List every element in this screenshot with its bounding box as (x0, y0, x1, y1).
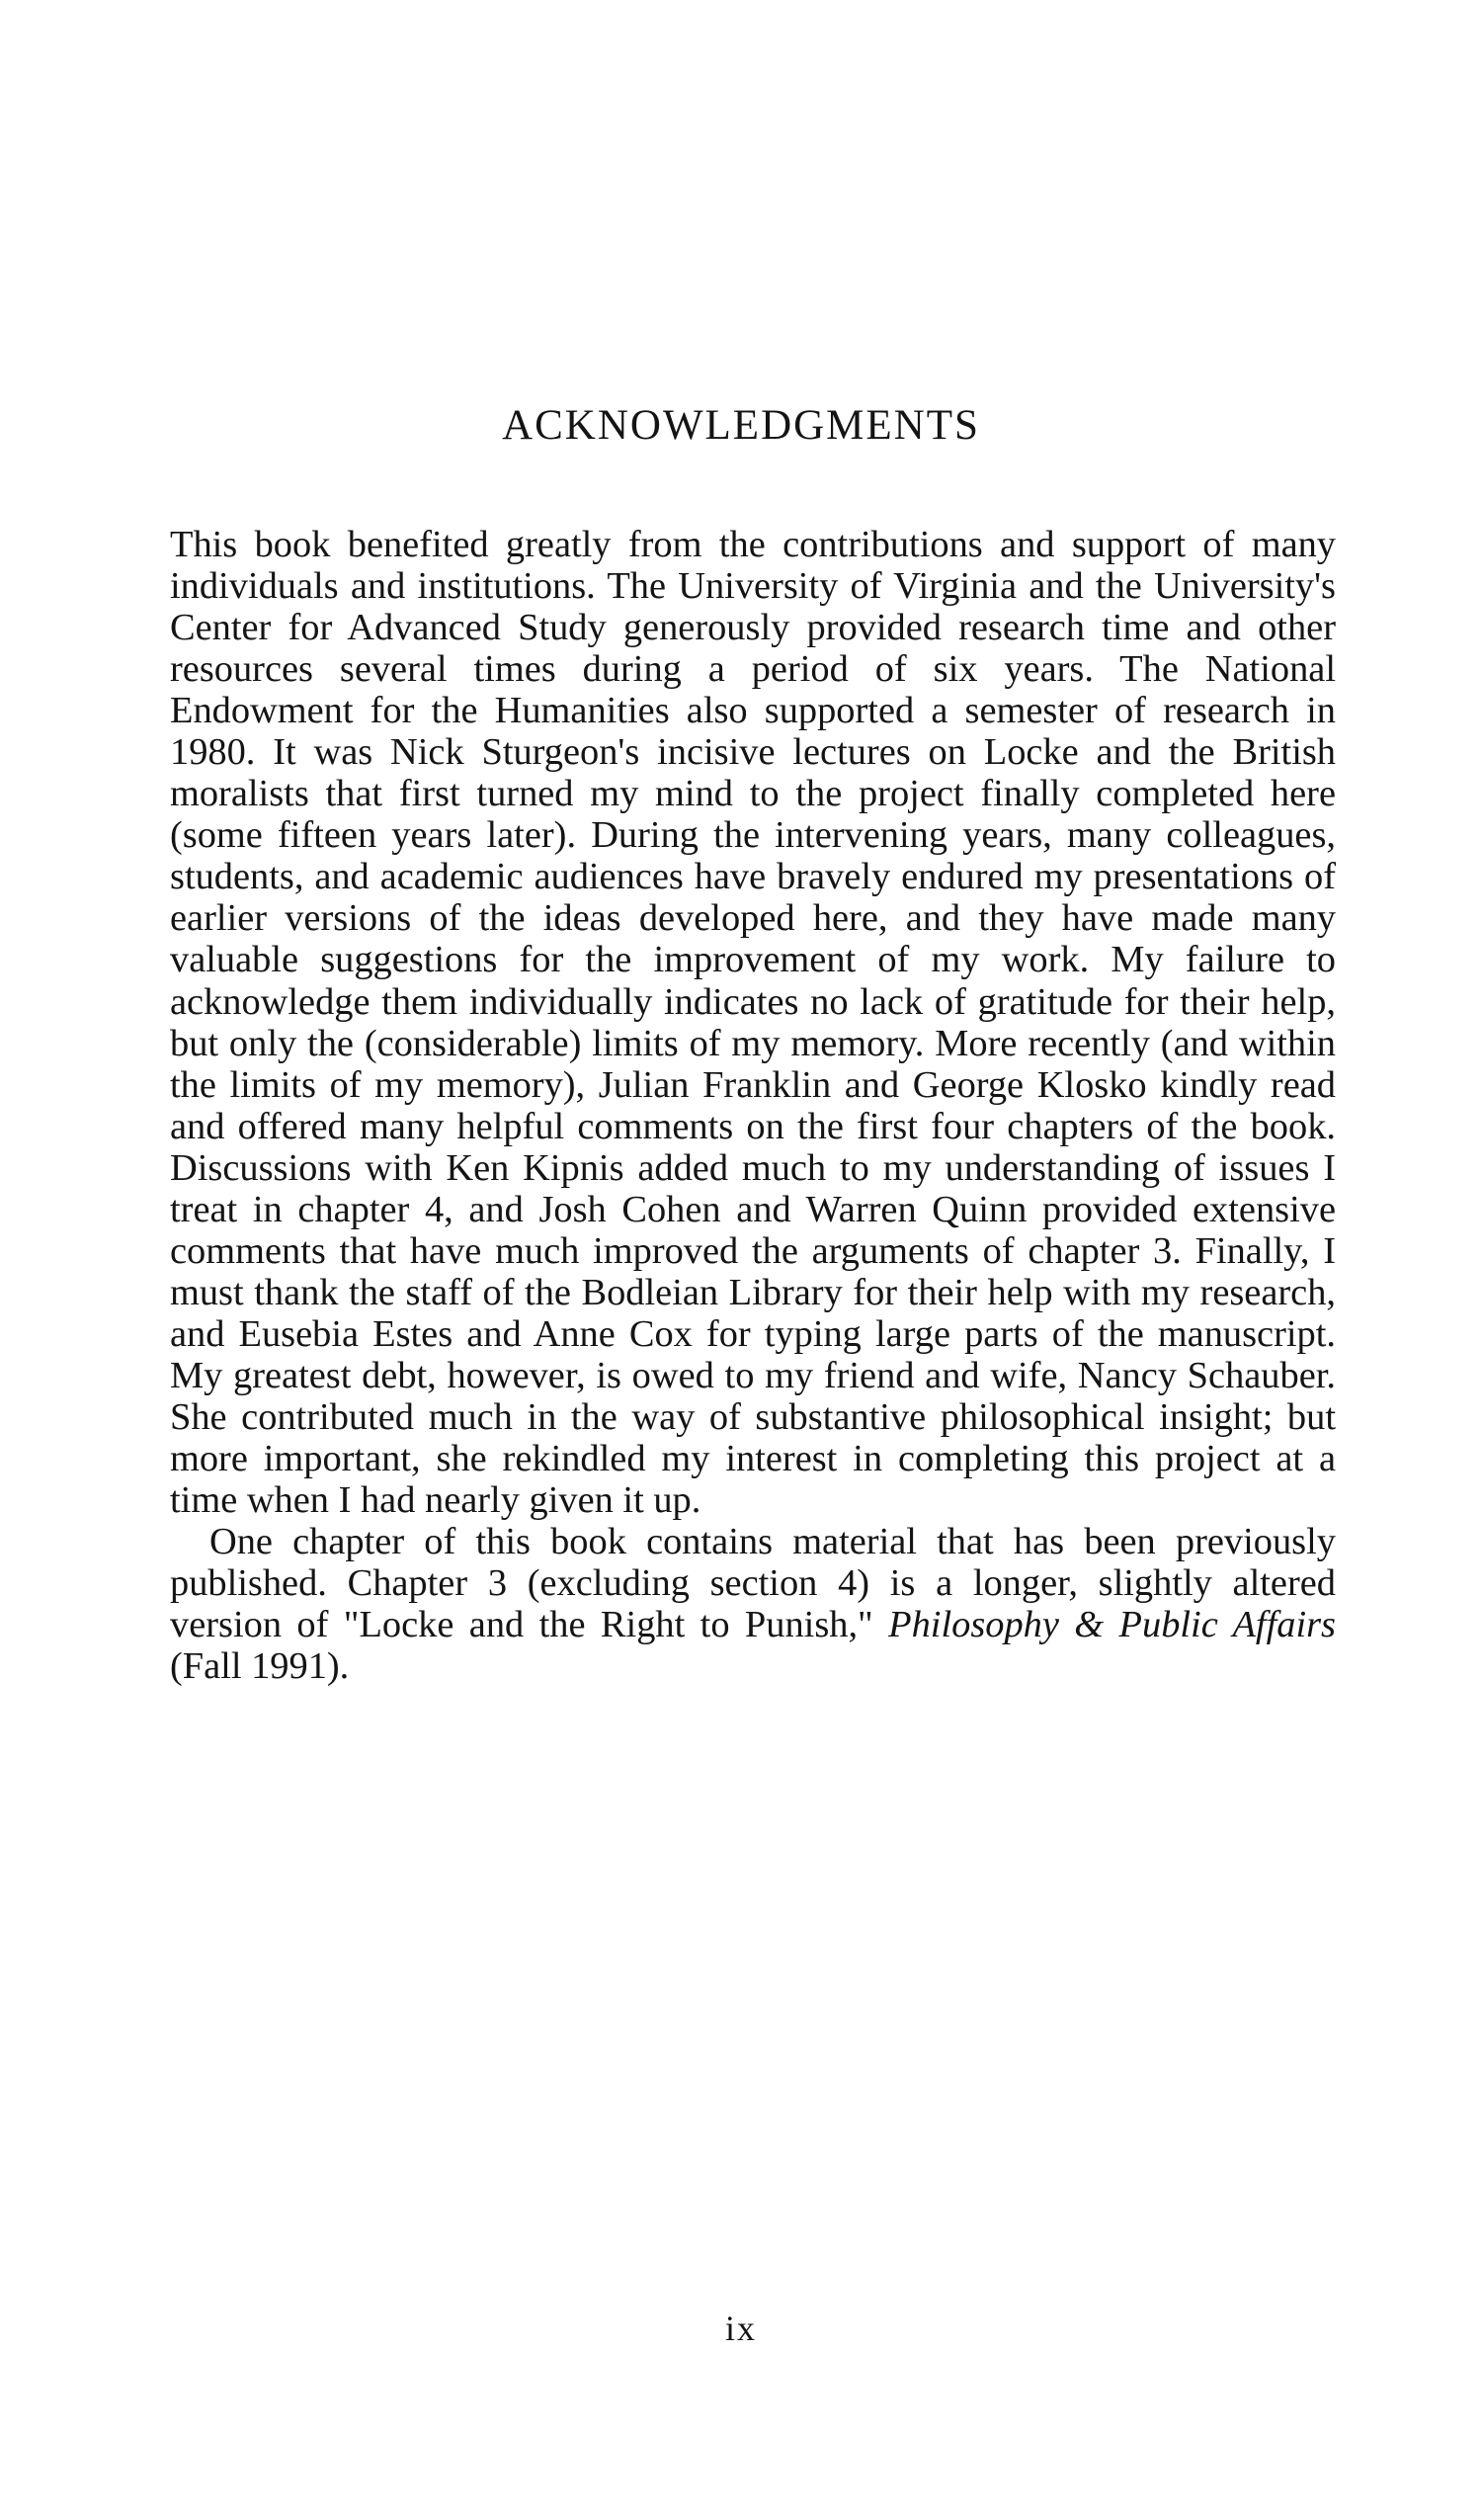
paragraph-2-text: One chapter of this book contains material that has been previously published. Chapter 3 (excluding section 4) is a longer, slightly altered version of "Locke and the Right to Punish," (170, 1521, 1336, 1646)
page-title: ACKNOWLEDGMENTS (502, 402, 980, 449)
paragraph-2 (170, 1521, 1336, 1687)
paragraph-2-end: (Fall 1991). (170, 1645, 350, 1688)
acknowledgments-body (170, 524, 1336, 1687)
paragraph-1: This book benefited greatly from the contributions and support of many individuals and institutions. The University of Virginia and the University's Center for Advanced Study generously provided research time and other resources several times during a period of six years. The National Endowment for the Humanities also supported a semester of research in 1980. It was Nick Sturgeon's incisive lectures on Locke and the British moralists that first turned my mind to the project finally completed here (some fifteen years later). During the intervening years, many colleagues, students, and academic audiences have bravely endured my presentations of earlier versions of the ideas developed here, and they have made many valuable suggestions for the improvement of my work. My failure to acknowledge them individually indicates no lack of gratitude for their help, but only the (considerable) limits of my memory. More recently (and within the limits of my memory), Julian Franklin and George Klosko kindly read and offered many helpful comments on the first four chapters of the book. Discussions with Ken Kipnis added much to my understanding of issues I treat in chapter 4, and Josh Cohen and Warren Quinn provided extensive comments that have much improved the arguments of chapter 3. Finally, I must thank the staff of the Bodleian Library for their help with my research, and Eusebia Estes and Anne Cox for typing large parts of the manuscript. My greatest debt, however, is owed to my friend and wife, Nancy Schauber. She contributed much in the way of substantive philosophical insight; but more important, she rekindled my interest in completing this project at a time when I had nearly given it up. (170, 524, 1336, 1522)
page-number: ix (724, 2309, 757, 2348)
journal-title: Philosophy & Public Affairs (888, 1604, 1336, 1646)
